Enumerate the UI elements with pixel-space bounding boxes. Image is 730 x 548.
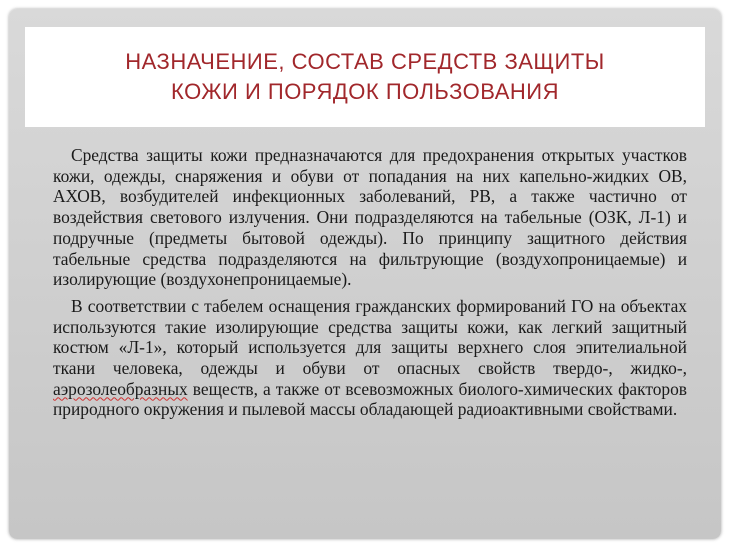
paragraph-2 [53, 296, 687, 420]
slide [9, 9, 721, 539]
slide-body [53, 145, 687, 426]
spellcheck-flagged-word: аэрозолеобразных [53, 378, 188, 399]
paragraph-2-part-2: веществ, а также от всевозможных биолого-химических факторов природного окружения и пылевой массы обладающей радиоактивными свойствами. [53, 378, 687, 420]
paragraph-1: Средства защиты кожи предназначаются для предохранения открытых участков кожи, одежды, снаряжения и обуви от попадания на них капельно-жидких ОВ, АХОВ, возбудителей инфекционных заболеваний, РВ, а также частично от воздействия светового излучения. Они подразделяются на табельные (ОЗК, Л-1) и подручные (предметы бытовой одежды). По принципу защитного действия табельные средства подразделяются на фильтрующие (воздухопроницаемые) и изолирующие (воздухонепроницаемые). [53, 145, 687, 290]
title-band [25, 27, 705, 127]
slide-title-line-1: НАЗНАЧЕНИЕ, СОСТАВ СРЕДСТВ ЗАЩИТЫ [125, 49, 605, 74]
paragraph-2-part-1: В соответствии с табелем оснащения гражданских формирований ГО на объектах используются такие изолирующие средства защиты кожи, как легкий защитный костюм «Л-1», который используется для защиты верхнего слоя эпителиальной ткани человека, одежды и обуви от опасных свойств твердо-, жидко-, [53, 295, 687, 379]
slide-title-line-2: КОЖИ И ПОРЯДОК ПОЛЬЗОВАНИЯ [171, 79, 559, 104]
